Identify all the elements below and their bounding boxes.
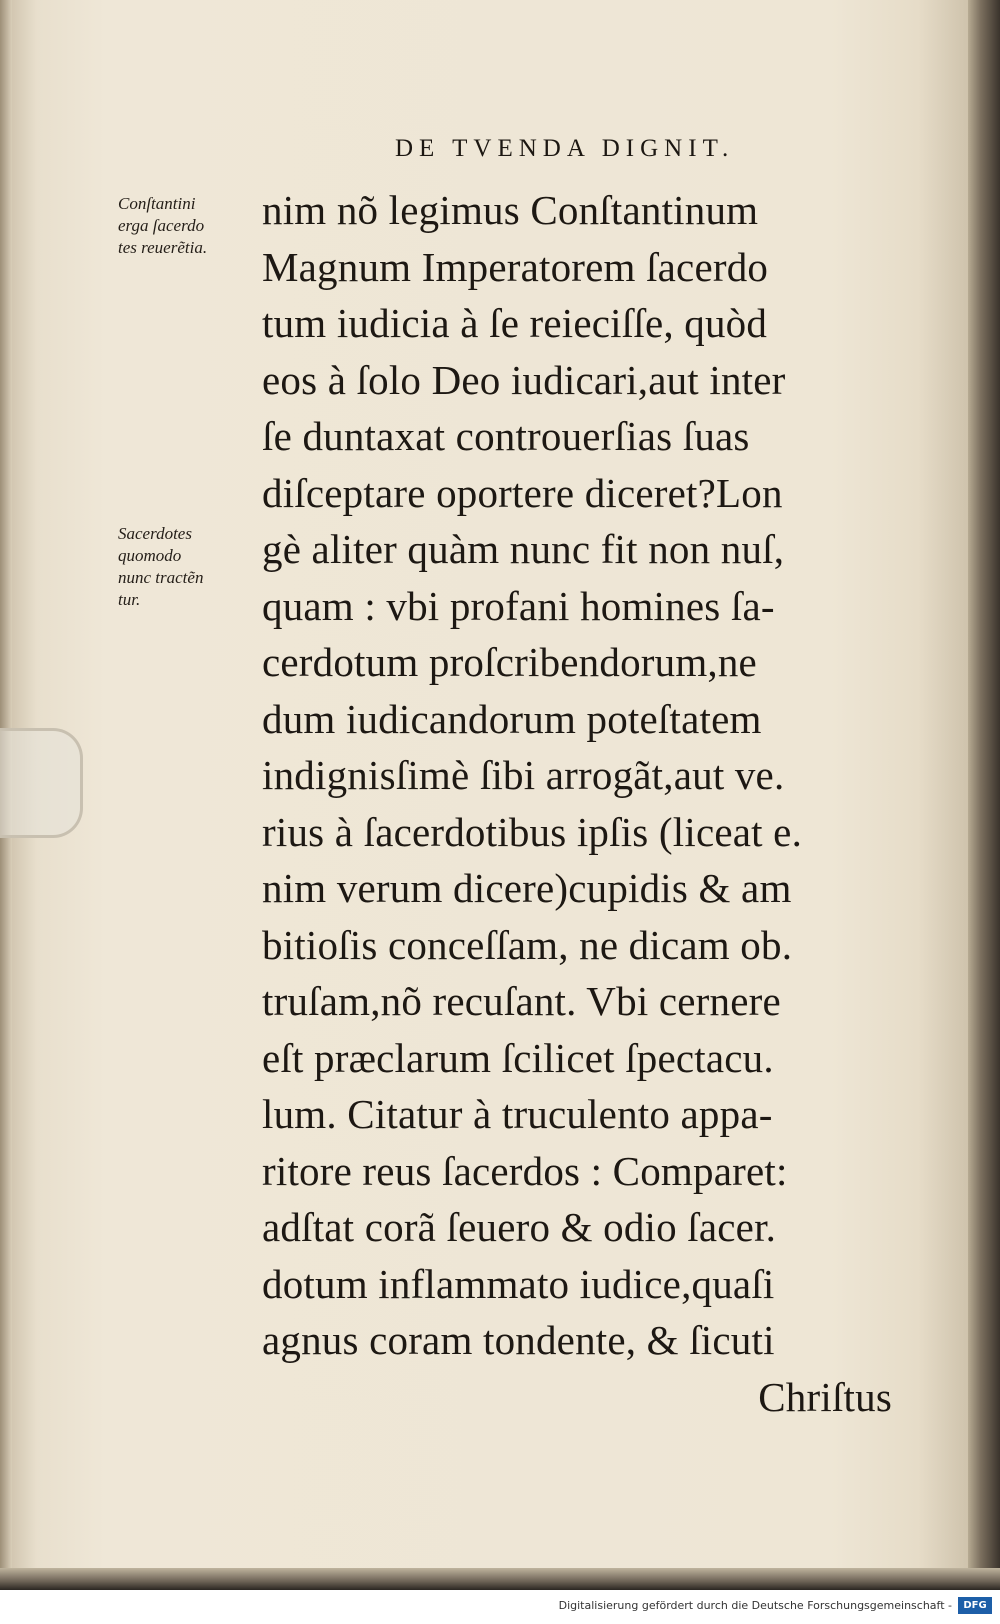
text-line: tum iudicia à ſe reieciſſe, quòd [262, 300, 768, 346]
catchword: Chriſtus [758, 1373, 892, 1420]
page-tab-marker [0, 728, 83, 838]
text-line: nim nõ legimus Conſtantinum [262, 187, 759, 233]
text-line: rius à ſacerdotibus ipſis (liceat e. [262, 808, 803, 855]
text-line: ſe duntaxat controuerſias ſuas [262, 413, 750, 459]
text-line: eos à ſolo Deo iudicari,aut inter [262, 356, 786, 403]
margin-note-line: erga ſacerdo [118, 216, 205, 235]
text-line: quam : vbi profani homines ſa- [262, 582, 775, 629]
text-line: Magnum Imperatorem ſacerdo [262, 243, 769, 290]
digitization-footer [0, 1590, 1000, 1624]
margin-note-line: Conſtantini [118, 194, 196, 213]
page-right-edge [968, 0, 1000, 1590]
text-line: nim verum dicere)cupidis & am [262, 865, 792, 911]
text-line: truſam,nõ recuſant. Vbi cernere [262, 978, 781, 1024]
margin-note-line: tes reuerẽtia. [118, 238, 208, 257]
funding-credit: Digitalisierung gefördert durch die Deutsche Forschungsgemeinschaft - [558, 1599, 952, 1612]
text-line: dotum inflammato iudice,quaſi [262, 1260, 775, 1307]
text-line: agnus coram tondente, & ſicuti [262, 1317, 775, 1363]
dfg-logo[interactable]: DFG [958, 1597, 992, 1614]
text-line: adſtat corã ſeuero & odio ſacer. [262, 1204, 777, 1250]
text-line: cerdotum proſcribendorum,ne [262, 639, 757, 685]
text-line: lum. Citatur à truculento appa- [262, 1091, 773, 1137]
body-text [262, 182, 912, 1425]
margin-note-line: quomodo [118, 546, 182, 565]
margin-note-line: nunc tractẽn [118, 568, 204, 587]
text-line: dum iudicandorum poteſtatem [262, 695, 762, 742]
page-bottom-edge [0, 1568, 1000, 1590]
running-title: DE TVENDA DIGNIT. [395, 135, 735, 162]
margin-note-line: Sacerdotes [118, 524, 192, 543]
margin-note-constantine [118, 193, 268, 259]
text-line: diſceptare oportere diceret?Lon [262, 469, 783, 516]
text-line: eſt præclarum ſcilicet ſpectacu. [262, 1034, 774, 1081]
margin-note-line: tur. [118, 590, 141, 609]
text-line: bitioſis conceſſam, ne dicam ob. [262, 921, 793, 968]
text-line: ritore reus ſacerdos : Comparet: [262, 1147, 788, 1194]
margin-note-sacerdotes [118, 523, 268, 611]
text-line: indignisſimè ſibi arrogãt,aut ve. [262, 752, 785, 798]
text-line: gè aliter quàm nunc fit non nuſ, [262, 526, 785, 572]
